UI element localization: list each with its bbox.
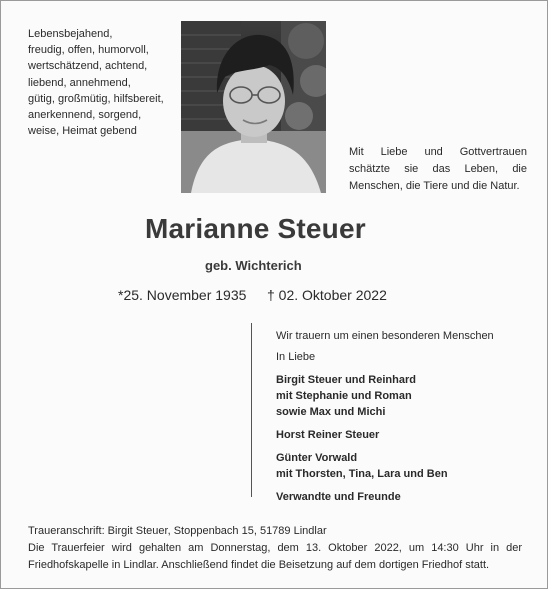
mourning-address: Traueranschrift: Birgit Steuer, Stoppenbach 15, 51789 Lindlar [28, 525, 327, 537]
deceased-name: Marianne Steuer [145, 213, 366, 244]
portrait-photo [181, 21, 326, 193]
virtue-line: wertschätzend, achtend, [28, 60, 148, 73]
mourner-line: Horst Reiner Steuer [276, 429, 380, 441]
maiden-name: geb. Wichterich [205, 258, 302, 273]
life-quote: Mit Liebe und Gottvertrauen schätzte sie das Leben, die Menschen, die Tiere und die Natur. [349, 146, 527, 192]
virtue-line: liebend, annehmend, [28, 76, 131, 89]
birth-date: *25. November 1935 [118, 287, 247, 303]
portrait-illustration [181, 21, 326, 193]
footer [28, 523, 522, 574]
death-date: † 02. Oktober 2022 [267, 287, 387, 303]
mourner-line: mit Thorsten, Tina, Lara und Ben [276, 468, 448, 480]
mourner-group [276, 427, 494, 443]
mourning-lead: Wir trauern um einen besonderen Menschen [276, 330, 494, 342]
virtue-line: anerkennend, sorgend, [28, 109, 142, 122]
mourner-line: Verwandte und Freunde [276, 491, 401, 503]
mourner-group [276, 372, 494, 420]
virtue-line: gütig, großmütig, hilfsbereit, [28, 92, 164, 105]
mourner-line: sowie Max und Michi [276, 406, 386, 418]
virtue-line: freudig, offen, humorvoll, [28, 44, 149, 57]
vertical-divider [251, 323, 252, 497]
mourner-group [276, 450, 494, 482]
funeral-service-info: Die Trauerfeier wird gehalten am Donnerstag, dem 13. Oktober 2022, um 14:30 Uhr in der Friedhofskapelle in Lindlar. Anschließend findet die Beisetzung auf dem dortigen Friedhof statt. [28, 542, 522, 571]
virtue-line: Lebensbejahend, [28, 28, 113, 40]
mourner-group [276, 489, 494, 505]
mourners-block [276, 328, 494, 505]
mourner-line: Günter Vorwald [276, 452, 358, 464]
in-love-label: In Liebe [276, 351, 316, 363]
mourner-line: mit Stephanie und Roman [276, 390, 412, 402]
virtue-line: weise, Heimat gebend [28, 125, 137, 138]
mourner-line: Birgit Steuer und Reinhard [276, 374, 416, 386]
virtues-list [28, 26, 164, 139]
